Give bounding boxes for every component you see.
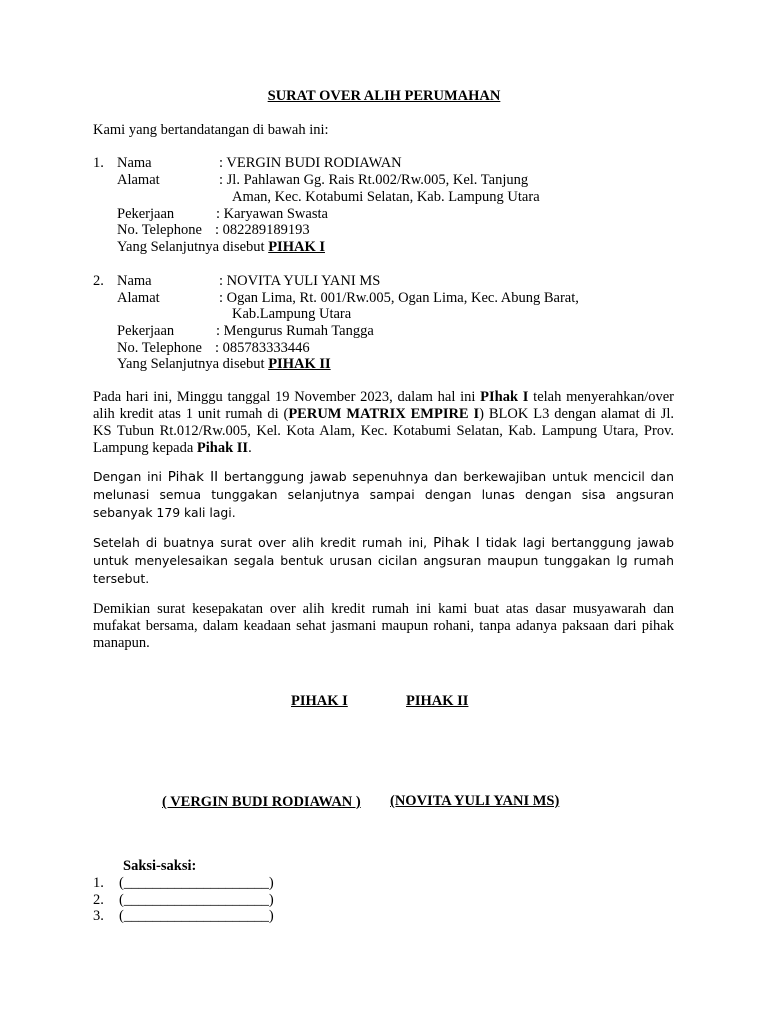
para1-text-2: telah menyerahkan/over alih kredit atas 1 unit rumah di ( [93,389,674,422]
witness-signature-line: (____________________) [119,875,274,891]
witness-number: 1. [93,875,104,891]
witness-number: 3. [93,908,104,924]
para2-text-1: Dengan ini [93,469,168,484]
party-2-nama-label: Nama [117,273,152,289]
party-2-alamat-label: Alamat [117,290,160,306]
party-1-nama-label: Nama [117,155,152,171]
para2-text-2: bertanggung jawab sepenuhnya dan berkewajiban untuk mencicil dan melunasi semua tunggakan selanjutnya sampai dengan lunas dengan sisa angsuran sebanyak 179 kali lagi. [93,469,674,520]
witness-signature-line: (____________________) [119,892,274,908]
witness-signature-line: (____________________) [119,908,274,924]
paragraph-responsibility [93,468,674,522]
intro-text: Kami yang bertandatangan di bawah ini: [93,122,329,138]
party-1-disebut-row [117,239,325,256]
para1-bold-2: PERUM MATRIX EMPIRE I [288,406,480,422]
party-2-nama-value: : NOVITA YULI YANI MS [219,273,381,289]
party-2-alamat-line2: Kab.Lampung Utara [232,306,352,322]
para1-bold-1: PIhak I [480,389,529,405]
party-1-telp-label: No. Telephone [117,222,202,238]
signature-label-pihak-2: PIHAK II [406,693,469,709]
party-1-nama-value: : VERGIN BUDI RODIAWAN [219,155,402,171]
paragraph-closing: Demikian surat kesepakatan over alih kredit rumah ini kami buat atas dasar musyawarah dan mufakat bersama, dalam keadaan sehat jasmani maupun rohani, tanpa adanya paksaan dari pihak manapun. [93,601,674,651]
party-1-alamat-line2: Aman, Kec. Kotabumi Selatan, Kab. Lampung Utara [232,189,540,205]
party-1-disebut-text: Yang Selanjutnya disebut [117,239,269,255]
signature-name-pihak-2: (NOVITA YULI YANI MS) [390,793,560,809]
para1-bold-3: Pihak II [196,440,249,456]
paragraph-handover [93,389,674,457]
para1-text-1: Pada hari ini, Minggu tanggal 19 November 2023, dalam hal ini [93,389,481,405]
party-2-disebut-party: PIHAK II [268,356,331,372]
party-1-disebut-party: PIHAK I [268,239,325,255]
party-1-telp-value: : 082289189193 [215,222,310,238]
signature-label-pihak-1: PIHAK I [291,693,348,709]
paragraph-release [93,534,674,588]
party-2-number: 2. [93,273,104,289]
signature-name-pihak-1: ( VERGIN BUDI RODIAWAN ) [162,794,361,810]
party-1-number: 1. [93,155,104,171]
party-2-telp-label: No. Telephone [117,340,202,356]
party-2-pekerjaan-label: Pekerjaan [117,323,175,339]
para3-text-1: Setelah di buatnya surat over alih kredit rumah ini, [93,535,434,550]
party-2-disebut-text: Yang Selanjutnya disebut [117,356,269,372]
party-1-alamat-label: Alamat [117,172,160,188]
party-2-telp-value: : 085783333446 [215,340,310,356]
para3-text-2: tidak lagi bertanggung jawab untuk menyelesaikan segala bentuk urusan cicilan angsuran maupun tunggakan lg rumah tersebut. [93,535,674,586]
party-2-alamat-line1: : Ogan Lima, Rt. 001/Rw.005, Ogan Lima, Kec. Abung Barat, [219,290,579,306]
party-1-pekerjaan-value: : Karyawan Swasta [216,206,328,222]
para3-bold-1: Pihak I [433,535,480,551]
para1-text-3: ) BLOK L3 dengan alamat di Jl. KS Tubun Rt.012/Rw.005, Kel. Kota Alam, Kec. Kotabumi Selatan, Kab. Lampung Utara, Prov. Lampung kepada [93,406,675,456]
party-2-disebut-row [117,356,331,373]
witnesses-heading: Saksi-saksi: [123,858,197,874]
document-title: SURAT OVER ALIH PERUMAHAN [267,88,501,104]
party-1-alamat-line1: : Jl. Pahlawan Gg. Rais Rt.002/Rw.005, Kel. Tanjung [219,172,529,188]
party-2-pekerjaan-value: : Mengurus Rumah Tangga [216,323,374,339]
party-1-pekerjaan-label: Pekerjaan [117,206,175,222]
para1-text-4: . [248,440,252,456]
witness-number: 2. [93,892,104,908]
para2-bold-1: Pihak II [167,469,219,485]
